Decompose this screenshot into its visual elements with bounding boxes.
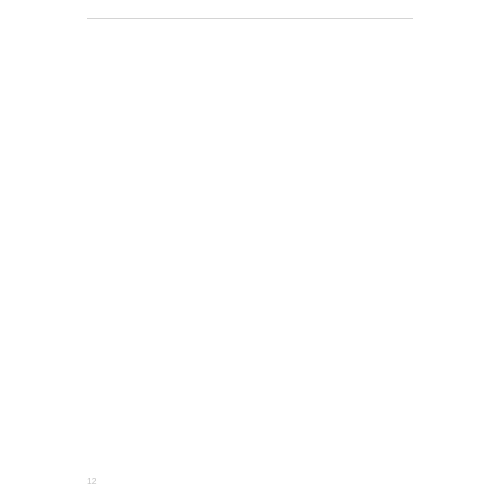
section-heading [87, 35, 413, 48]
running-header [87, 6, 413, 19]
page-number: 12 [87, 476, 97, 486]
